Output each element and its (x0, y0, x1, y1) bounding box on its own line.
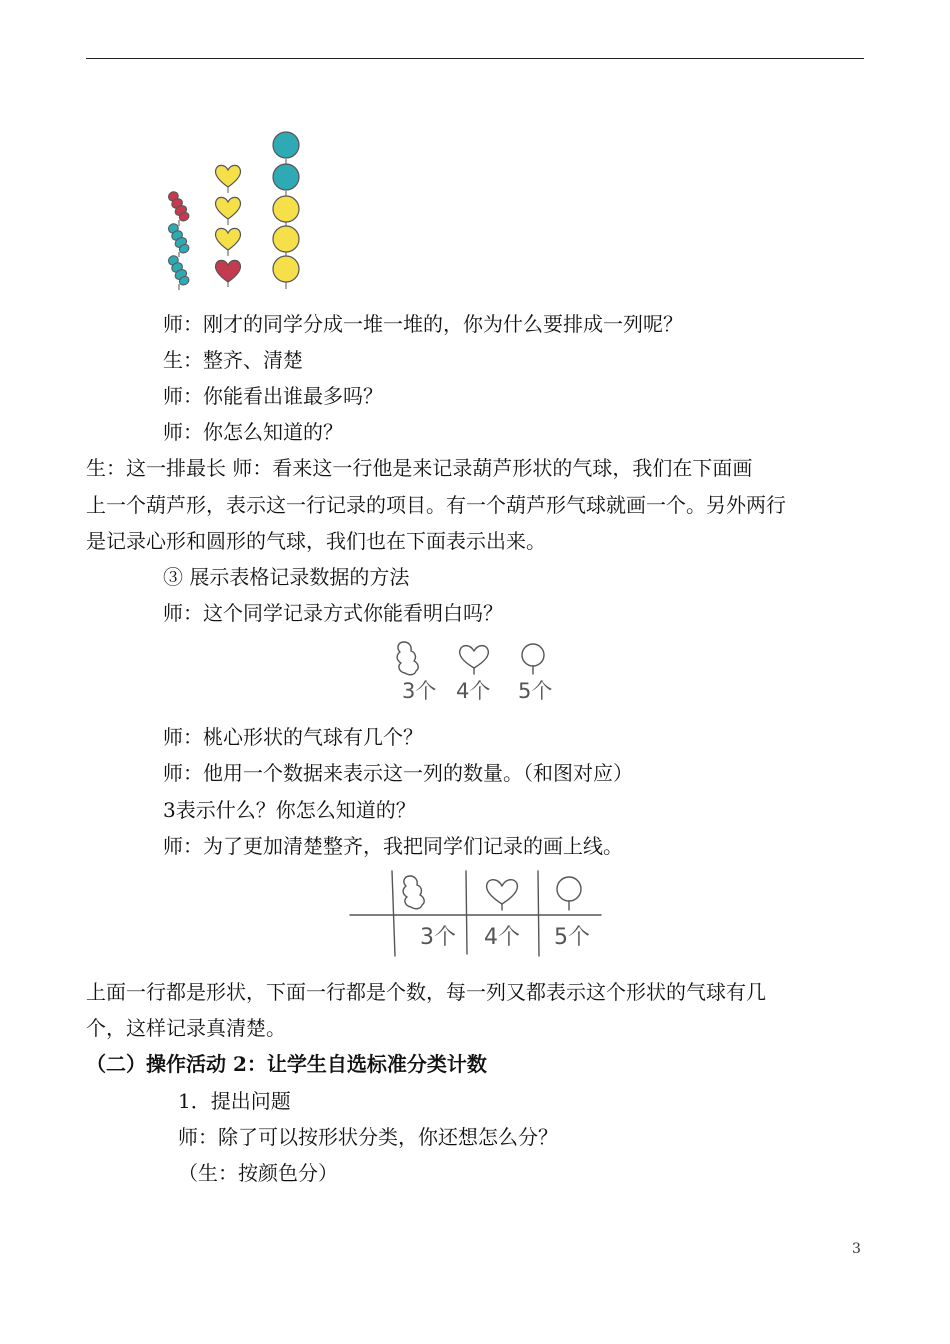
dialogue-line: 师：除了可以按形状分类，你还想怎么分？ (178, 1125, 558, 1149)
page-number: 3 (852, 1241, 861, 1257)
balloon-pictograph (160, 125, 310, 295)
circle-balloon-column (273, 132, 299, 282)
circle-table-count: 5个 (554, 925, 590, 950)
heart-count: 4个 (456, 679, 491, 703)
dialogue-line: 师：你能看出谁最多吗？ (163, 384, 383, 408)
hand-record-figure (390, 636, 560, 706)
step-heading: 1．提出问题 (178, 1089, 291, 1113)
hand-record-table (348, 868, 604, 960)
gourd-drawing-icon (397, 642, 418, 675)
dialogue-line: 师：为了更加清楚整齐，我把同学们记录的画上线。 (163, 834, 623, 858)
dialogue-line: 师：这个同学记录方式你能看明白吗？ (163, 601, 503, 625)
dialogue-line: 师：他用一个数据来表示这一列的数量。（和图对应） (163, 761, 633, 785)
header-rule (86, 58, 864, 59)
paragraph-line: 生：这一排最长 师：看来这一行他是来记录葫芦形状的气球，我们在下面画 (86, 456, 753, 480)
paragraph-line: 上面一行都是形状，下面一行都是个数，每一列又都表示这个形状的气球有几 (86, 980, 766, 1004)
dialogue-line: 3表示什么？你怎么知道的？ (163, 798, 416, 822)
gourd-table-count: 3个 (420, 925, 456, 950)
gourd-count: 3个 (402, 679, 437, 703)
circle-drawing-icon (522, 644, 544, 666)
paragraph-line: 个，这样记录真清楚。 (86, 1016, 286, 1040)
heart-table-icon (487, 880, 518, 904)
circle-count: 5个 (518, 679, 553, 703)
dialogue-line: 师：你怎么知道的？ (163, 420, 343, 444)
gourd-table-icon (403, 876, 424, 909)
gourd-balloon-column (166, 190, 191, 287)
heart-drawing-icon (460, 646, 489, 668)
paragraph-line: 是记录心形和圆形的气球，我们也在下面表示出来。 (86, 529, 546, 553)
section-step: ③ 展示表格记录数据的方法 (163, 565, 410, 589)
heart-table-count: 4个 (484, 925, 520, 950)
dialogue-line: 师：桃心形状的气球有几个？ (163, 725, 423, 749)
circle-table-icon (557, 877, 581, 901)
dialogue-line: （生：按颜色分） (178, 1161, 338, 1185)
paragraph-line: 上一个葫芦形，表示这一行记录的项目。有一个葫芦形气球就画一个。另外两行 (86, 493, 786, 517)
section-heading: （二）操作活动 2：让学生自选标准分类计数 (86, 1052, 487, 1076)
dialogue-line: 生：整齐、清楚 (163, 348, 303, 372)
dialogue-line: 师：刚才的同学分成一堆一堆的，你为什么要排成一列呢？ (163, 312, 683, 336)
